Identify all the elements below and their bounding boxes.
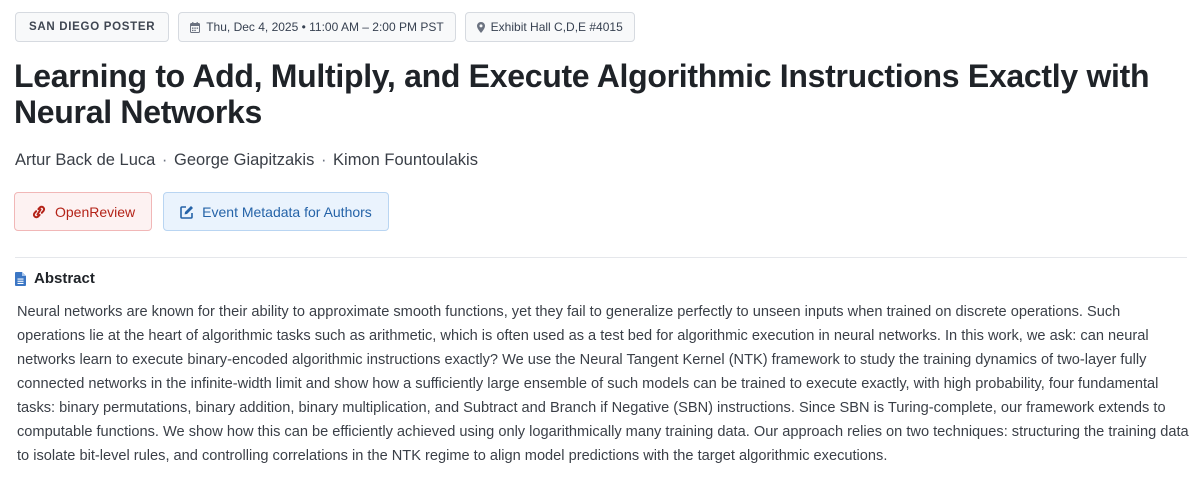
document-icon [15, 272, 26, 286]
author-name[interactable]: Artur Back de Luca [15, 151, 156, 169]
location-badge [465, 12, 635, 42]
event-metadata-button[interactable] [163, 192, 389, 231]
event-metadata-label: Event Metadata for Authors [202, 203, 372, 220]
location-text: Exhibit Hall C,D,E #4015 [490, 20, 623, 34]
calendar-icon [190, 22, 200, 33]
paper-title: Learning to Add, Multiply, and Execute Algorithmic Instructions Exactly with Neural Networks [14, 58, 1150, 130]
map-pin-icon [477, 22, 485, 33]
openreview-button[interactable] [14, 192, 152, 231]
abstract-heading-label: Abstract [34, 270, 95, 287]
abstract-text: Neural networks are known for their ability to approximate smooth functions, yet they fail to generalize perfectly to unseen inputs when trained on discrete operations. Such operations lie at the heart of algorithmic tasks such as arithmetic, which is often used as a test bed for algorithmic execution in neural networks. In this work, we ask: can neural networks learn to execute binary-encoded algorithmic instructions exactly? We use the Neural Tangent Kernel (NTK) framework to study the training dynamics of two-layer fully connected networks in the infinite-width limit and show how a sufficiently large ensemble of such models can be trained to execute exactly, with high probability, four fundamental tasks: binary permutations, binary addition, binary multiplication, and Subtract and Branch if Negative (SBN) instructions. Since SBN is Turing-complete, our framework extends to computable functions. We show how this can be efficiently achieved using only logarithmically many training data. Our approach relies on two techniques: structuring the training data to isolate bit-level rules, and controlling correlations in the NTK regime to align model predictions with the target algorithmic executions. [17, 304, 1189, 464]
author-separator: · [320, 151, 327, 169]
author-name[interactable]: Kimon Fountoulakis [333, 151, 478, 169]
author-list [15, 151, 478, 170]
link-icon [31, 205, 47, 219]
openreview-label: OpenReview [55, 203, 136, 220]
edit-icon [180, 205, 194, 219]
author-separator: · [161, 151, 168, 169]
session-type-badge: SAN DIEGO POSTER [15, 12, 169, 42]
section-divider [15, 257, 1187, 258]
datetime-text: Thu, Dec 4, 2025 • 11:00 AM – 2:00 PM PST [206, 20, 444, 34]
author-name[interactable]: George Giapitzakis [174, 151, 315, 169]
action-buttons [14, 192, 389, 231]
abstract-heading [15, 270, 95, 287]
event-tags [15, 12, 635, 42]
datetime-badge [178, 12, 455, 42]
